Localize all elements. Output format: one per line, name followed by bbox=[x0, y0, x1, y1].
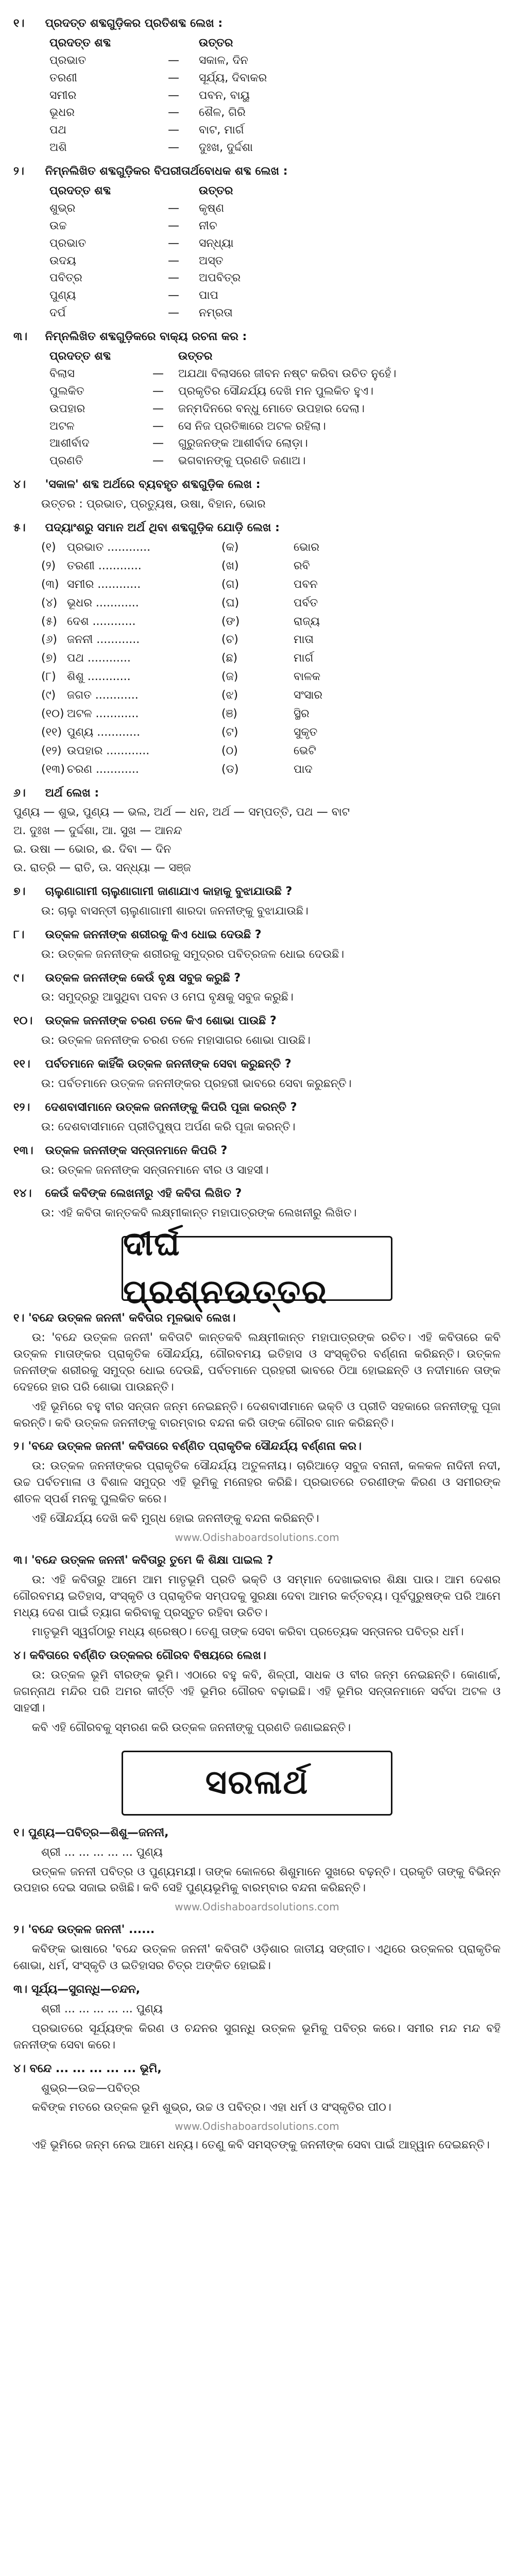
paragraph: କବି ଏହି ଗୌରବକୁ ସ୍ମରଣ କରି ଉତ୍କଳ ଜନନୀଙ୍କୁ ପ୍ରଣତି ଜଣାଇଛନ୍ତି। bbox=[32, 1721, 351, 1734]
table-cell: ଅଟଳ bbox=[49, 419, 75, 433]
paragraph: କବିଙ୍କ ମତରେ ଉତ୍କଳ ଭୂମି ଶୁଭ୍ର, ଉଚ୍ଚ ଓ ପବିତ୍ର। ଏହା ଧର୍ମ ଓ ସଂସ୍କୃତିର ପୀଠ। bbox=[32, 2101, 391, 2114]
question-13 bbox=[13, 1143, 501, 1159]
table-cell: ପବନ, ବାୟୁ bbox=[199, 89, 250, 102]
table-header: ପ୍ରଦତ୍ତ ଶବ୍ଦ bbox=[49, 350, 111, 363]
table-cell: ଉଚ୍ଚ bbox=[49, 219, 67, 232]
table-cell: ଗୁରୁଜନଙ୍କ ଆଶୀର୍ବାଦ ଲୋଡ଼ା। bbox=[178, 437, 308, 450]
verse-heading: ୨। 'ବନ୍ଦେ ଉତ୍କଳ ଜନନୀ' ...... bbox=[13, 1923, 155, 1937]
question-2 bbox=[13, 163, 501, 180]
question-text: ଚାଲୁଣାଗାମୀ ଚାଲୁଣାଗାମୀ ଜାଣାଯାଏ କାହାକୁ ବୁଝାଯାଉଛି ? bbox=[45, 885, 293, 898]
table-cell: ଜଗତ ............ bbox=[67, 689, 139, 702]
table-cell: ପ୍ରଭାତ ............ bbox=[67, 540, 151, 554]
table-cell: — bbox=[168, 254, 179, 267]
answer-text: ଉ: ଉତ୍କଳ ଜନନୀଙ୍କ ଚରଣ ତଳେ ମହାସାଗର ଶୋଭା ପାଉଛି। bbox=[41, 1034, 311, 1047]
table-cell: ସ୍ଥିର bbox=[294, 707, 310, 720]
table-cell: — bbox=[152, 367, 164, 380]
table-cell: — bbox=[168, 141, 179, 155]
section-banner-long-answers: ଦୀର୍ଘ ପ୍ରଶ୍ନଉତ୍ତର bbox=[122, 1236, 392, 1301]
table-cell: (୭) bbox=[41, 652, 57, 665]
paragraph: ଉତ୍କଳ ଜନନୀ ପବିତ୍ର ଓ ପୁଣ୍ୟମୟୀ। ତାଙ୍କ କୋଳରେ ଶିଶୁମାନେ ସୁଖରେ ବଢ଼ନ୍ତି। ପ୍ରକୃତି ତାଙ୍କୁ ବିଭିନ୍ନ ଉପହାର ଦେଇ ସଜାଇ ରଖିଛି। କବି ସେହି ପୁଣ୍ୟଭୂମିକୁ ବାରମ୍ବାର ବନ୍ଦନା କରିଛନ୍ତି। bbox=[13, 1865, 501, 1895]
answer-text: ଉ: ସମୁଦ୍ରରୁ ଆସୁଥିବା ପବନ ଓ ମେଘ ବୃକ୍ଷକୁ ସବୁଜ କରୁଛି। bbox=[41, 991, 294, 1004]
long-question: ୪। କବିତାରେ ବର୍ଣ୍ଣିତ ଉତ୍କଳର ଗୌରବ ବିଷୟରେ ଲେଖ। bbox=[13, 1649, 266, 1663]
question-number: ୧୪। bbox=[13, 1187, 32, 1200]
section-banner-saralartha: ସରଳାର୍ଥ bbox=[122, 1751, 392, 1816]
table-cell: (୧୧) bbox=[41, 725, 62, 739]
table-header: ଉତ୍ତର bbox=[199, 184, 233, 198]
paragraph: ଏହି ଭୂମିରେ ବହୁ ବୀର ସନ୍ତାନ ଜନ୍ମ ନେଇଛନ୍ତି। ଦେଶବାସୀମାନେ ଭକ୍ତି ଓ ପ୍ରୀତି ସହକାରେ ଜନନୀଙ୍କୁ ପୂଜା କରନ୍ତି। କବି ଉତ୍କଳ ଜନନୀଙ୍କୁ ବାରମ୍ବାର ବନ୍ଦନା କରି ତାଙ୍କ ଗୌରବ ଗାନ କରିଛନ୍ତି। bbox=[13, 1400, 501, 1430]
question-text: ଦେଶବାସୀମାନେ ଉତ୍କଳ ଜନନୀଙ୍କୁ କିପରି ପୂଜା କରନ୍ତି ? bbox=[45, 1100, 297, 1114]
question-number: ୬। bbox=[13, 786, 26, 800]
answer-text: ଉ: ଉତ୍କଳ ଜନନୀଙ୍କ ଶରୀରକୁ ସମୁଦ୍ରର ପବିତ୍ରଜଳ ଧୋଇ ଦେଉଛି। bbox=[41, 947, 345, 961]
table-cell: ପବନ bbox=[294, 578, 318, 591]
table-cell: (ଟ) bbox=[221, 725, 238, 739]
paragraph: ମାତୃଭୂମି ସ୍ୱର୍ଗଠାରୁ ମଧ୍ୟ ଶ୍ରେଷ୍ଠ। ତେଣୁ ତାଙ୍କ ସେବା କରିବା ପ୍ରତ୍ୟେକ ସନ୍ତାନର ପବିତ୍ର ଧର୍ମ। bbox=[32, 1625, 464, 1639]
table-cell: — bbox=[152, 419, 164, 433]
match-table bbox=[41, 539, 501, 778]
table-cell: ସୁକୃତ bbox=[294, 725, 318, 739]
answer-text: ଉ: ଦେଶବାସୀମାନେ ପ୍ରୀତିପୁଷ୍ପ ଅର୍ପଣ କରି ପୂଜା କରନ୍ତି। bbox=[41, 1120, 296, 1133]
table-cell: ପଥ ............ bbox=[67, 652, 131, 665]
meaning-line: ପୁଣ୍ୟ — ଶୁଭ, ପୁଣ୍ୟ — ଭଲ, ଅର୍ଥ — ଧନ, ଅର୍ଥ — ସମ୍ପତ୍ତି, ପଥ — ବାଟ bbox=[13, 806, 350, 819]
verse-line: ଶ୍ରୀ ... ... ... ... ... ପୁଣ୍ୟ bbox=[41, 1845, 163, 1859]
table-cell: (ଞ) bbox=[221, 707, 237, 720]
table-cell: ପାଦ bbox=[294, 762, 313, 776]
table-cell: ସମୀର bbox=[49, 89, 77, 102]
table-header: ପ୍ରଦତ୍ତ ଶବ୍ଦ bbox=[49, 184, 111, 198]
table-cell: — bbox=[168, 289, 179, 302]
antonym-table bbox=[49, 183, 501, 321]
table-cell: — bbox=[168, 236, 179, 250]
question-number: ୧୩। bbox=[13, 1144, 33, 1157]
long-question: ୧। 'ବନ୍ଦେ ଉତ୍କଳ ଜନନୀ' କବିତାର ମୂଳଭାବ ଲେଖ। bbox=[13, 1312, 236, 1325]
question-6 bbox=[13, 785, 501, 802]
table-cell: (୩) bbox=[41, 578, 59, 591]
verse-heading: ୧। ପୁଣ୍ୟ—ପବିତ୍ର—ଶିଶୁ—ଜନନୀ, bbox=[13, 1826, 169, 1839]
question-number: ୮। bbox=[13, 928, 25, 941]
table-cell: ତରଣୀ ............ bbox=[67, 559, 142, 572]
table-cell: ପୁଣ୍ୟ bbox=[49, 289, 76, 302]
table-cell: (୧୨) bbox=[41, 744, 62, 757]
table-cell: ଦର୍ପ bbox=[49, 307, 66, 320]
table-cell: — bbox=[152, 384, 164, 398]
table-cell: କୃଷ୍ଣ bbox=[199, 201, 225, 215]
table-cell: (୬) bbox=[41, 633, 57, 647]
table-cell: ସୂର୍ଯ୍ୟ, ଦିବାକର bbox=[199, 71, 267, 84]
question-text: ପଦ୍ୟାଂଶରୁ ସମାନ ଅର୍ଥ ଥିବା ଶବ୍ଦଗୁଡ଼ିକ ଯୋଡ଼ି ଲେଖ : bbox=[45, 521, 280, 535]
table-cell: ବାଟ, ମାର୍ଗ bbox=[199, 124, 244, 137]
table-cell: — bbox=[168, 89, 179, 102]
table-cell: ପୁଲକିତ bbox=[49, 384, 84, 398]
question-number: ୪। bbox=[13, 478, 26, 492]
question-7 bbox=[13, 884, 501, 900]
sentence-table bbox=[49, 348, 501, 469]
table-cell: ଅପବିତ୍ର bbox=[199, 272, 241, 285]
table-cell: (୫) bbox=[41, 615, 57, 628]
table-cell: ଉଦୟ bbox=[49, 254, 76, 267]
question-11 bbox=[13, 1056, 501, 1073]
question-text: ପ୍ରଦତ୍ତ ଶବ୍ଦଗୁଡ଼ିକର ପ୍ରତିଶବ୍ଦ ଲେଖ : bbox=[45, 17, 223, 30]
table-cell: ପ୍ରକୃତିର ସୌନ୍ଦର୍ଯ୍ୟ ଦେଖି ମନ ପୁଲକିତ ହୁଏ। bbox=[178, 384, 373, 398]
table-cell: (ଙ) bbox=[221, 615, 240, 628]
table-cell: ଅଟଳ ............ bbox=[67, 707, 139, 720]
table-cell: — bbox=[168, 201, 179, 215]
table-cell: ଉପହାର bbox=[49, 402, 85, 415]
question-12 bbox=[13, 1099, 501, 1116]
table-cell: (୧୩) bbox=[41, 762, 65, 776]
answer-text: ଉ: ଏହି କବିତା କାନ୍ତକବି ଲକ୍ଷ୍ମୀକାନ୍ତ ମହାପାତ୍ରଙ୍କ ଲେଖନୀରୁ ଲିଖିତ। bbox=[41, 1207, 357, 1220]
table-cell: ଦେଶ ............ bbox=[67, 615, 136, 628]
table-cell: ନୀଚ bbox=[199, 219, 217, 232]
verse-line: ଶୁଭ୍ର—ଉଚ୍ଚ—ପବିତ୍ର bbox=[41, 2081, 140, 2095]
table-cell: ସେ ନିଜ ପ୍ରତିଜ୍ଞାରେ ଅଟଳ ରହିଲା। bbox=[178, 419, 326, 433]
table-cell: ମାତା bbox=[294, 633, 314, 647]
table-cell: (ଚ) bbox=[221, 633, 238, 647]
question-1 bbox=[13, 15, 501, 32]
question-text: ପର୍ବତମାନେ କାହିଁକି ଉତ୍କଳ ଜନନୀଙ୍କ ସେବା କରୁଛନ୍ତି ? bbox=[45, 1058, 292, 1071]
table-header: ଉତ୍ତର bbox=[178, 350, 213, 363]
table-cell: ତରଣୀ bbox=[49, 71, 77, 84]
question-text: ଅର୍ଥ ଲେଖ : bbox=[45, 786, 99, 800]
long-question: ୨। 'ବନ୍ଦେ ଉତ୍କଳ ଜନନୀ' କବିତାରେ ବର୍ଣ୍ଣିତ ପ୍ରାକୃତିକ ସୌନ୍ଦର୍ଯ୍ୟ ବର୍ଣ୍ଣନା କର। bbox=[13, 1440, 362, 1453]
watermark-text: www.Odishaboardsolutions.com bbox=[175, 1901, 339, 1913]
question-number: ୨। bbox=[13, 165, 24, 178]
paragraph: ଉ: ଉତ୍କଳ ଜନନୀଙ୍କର ପ୍ରାକୃତିକ ସୌନ୍ଦର୍ଯ୍ୟ ଅତୁଳନୀୟ। ଚାରିଆଡ଼େ ସବୁଜ ବନାନୀ, କଳକଳ ନାଦିନୀ ନଦୀ, ଉଚ୍ଚ ପର୍ବତମାଳା ଓ ବିଶାଳ ସମୁଦ୍ର ଏହି ଭୂମିକୁ ମନୋହର କରିଛି। ପ୍ରଭାତରେ ତରଣୀଙ୍କ କିରଣ ଓ ସମୀରଙ୍କ ଶୀତଳ ସ୍ପର୍ଶ ମନକୁ ପୁଲକିତ କରେ। bbox=[13, 1460, 501, 1506]
question-text: ନିମ୍ନଲିଖିତ ଶବ୍ଦଗୁଡ଼ିକରେ ବାକ୍ୟ ରଚନା କର : bbox=[45, 330, 247, 344]
table-cell: ପବିତ୍ର bbox=[49, 272, 82, 285]
table-cell: ଭୂଧର bbox=[49, 106, 75, 120]
paragraph: ଉ: 'ବନ୍ଦେ ଉତ୍କଳ ଜନନୀ' କବିତାଟି କାନ୍ତକବି ଲକ୍ଷ୍ମୀକାନ୍ତ ମହାପାତ୍ରଙ୍କ ରଚିତ। ଏହି କବିତାରେ କବି ଉତ୍କଳ ମାତାଙ୍କର ପ୍ରାକୃତିକ ସୌନ୍ଦର୍ଯ୍ୟ, ଗୌରବମୟ ଇତିହାସ ଓ ସଂସ୍କୃତିର ବର୍ଣ୍ଣନା କରିଛନ୍ତି। ଉତ୍କଳ ଜନନୀଙ୍କ ଶରୀରକୁ ସମୁଦ୍ର ଧୋଇ ଦେଉଛି, ପର୍ବତମାନେ ପ୍ରହରୀ ଭାବରେ ଠିଆ ହୋଇଛନ୍ତି ଓ ନଦୀମାନେ ତାଙ୍କ ଦେହରେ ହାର ପରି ଶୋଭା ପାଉଛନ୍ତି। bbox=[13, 1331, 501, 1394]
question-text: 'ସକାଳ' ଶବ୍ଦ ଅର୍ଥରେ ବ୍ୟବହୃତ ଶବ୍ଦଗୁଡ଼ିକ ଲେଖ : bbox=[45, 478, 261, 492]
table-cell: (ଖ) bbox=[221, 559, 239, 572]
long-question: ୩। 'ବନ୍ଦେ ଉତ୍କଳ ଜନନୀ' କବିତାରୁ ତୁମେ କି ଶିକ୍ଷା ପାଇଲ ? bbox=[13, 1553, 273, 1567]
question-number: ୭। bbox=[13, 885, 26, 898]
question-number: ୧୦। bbox=[13, 1014, 33, 1028]
table-cell: ରବି bbox=[294, 559, 310, 572]
table-cell: ଶୈଳ, ଗିରି bbox=[199, 106, 246, 120]
question-10 bbox=[13, 1013, 501, 1029]
table-cell: ଉପହାର ............ bbox=[67, 744, 150, 757]
table-cell: ସମୀର ............ bbox=[67, 578, 141, 591]
table-cell: ନମ୍ରତା bbox=[199, 307, 233, 320]
table-cell: ଆଶୀର୍ବାଦ bbox=[49, 437, 90, 450]
table-cell: ପର୍ବତ bbox=[294, 596, 318, 609]
table-cell: ସଂସାର bbox=[294, 689, 323, 702]
question-5 bbox=[13, 520, 501, 536]
table-cell: — bbox=[168, 307, 179, 320]
verse-heading: ୩। ସୂର୍ଯ୍ୟ—ସୁଗନ୍ଧି—ଚନ୍ଦନ, bbox=[13, 1983, 141, 1996]
table-cell: (ଠ) bbox=[221, 744, 238, 757]
table-cell: (୧୦) bbox=[41, 707, 64, 720]
table-cell: ଅଯଥା ବିଲାସରେ ଜୀବନ ନଷ୍ଟ କରିବା ଉଚିତ ନୁହେଁ। bbox=[178, 367, 397, 380]
question-number: ୯। bbox=[13, 971, 24, 985]
question-14 bbox=[13, 1185, 501, 1202]
table-cell: ସନ୍ଧ୍ୟା bbox=[199, 236, 234, 250]
answer-text: ଉ: ପର୍ବତମାନେ ଉତ୍କଳ ଜନନୀଙ୍କର ପ୍ରହରୀ ଭାବରେ ସେବା କରୁଛନ୍ତି। bbox=[41, 1077, 352, 1090]
paragraph: କବିଙ୍କ ଭାଷାରେ 'ବନ୍ଦେ ଉତ୍କଳ ଜନନୀ' କବିତାଟି ଓଡ଼ିଶାର ଜାତୀୟ ସଙ୍ଗୀତ। ଏଥିରେ ଉତ୍କଳର ପ୍ରାକୃତିକ ଶୋଭା, ଧର୍ମ, ସଂସ୍କୃତି ଓ ଇତିହାସର ଚିତ୍ର ଅଙ୍କିତ ହୋଇଛି। bbox=[13, 1943, 501, 1973]
paragraph: ଉ: ଏହି କବିତାରୁ ଆମେ ଆମ ମାତୃଭୂମି ପ୍ରତି ଭକ୍ତି ଓ ସମ୍ମାନ ଦେଖାଇବାର ଶିକ୍ଷା ପାଉ। ଆମ ଦେଶର ଗୌରବମୟ ଇତିହାସ, ସଂସ୍କୃତି ଓ ପ୍ରାକୃତିକ ସମ୍ପଦକୁ ସୁରକ୍ଷା ଦେବା ଆମର କର୍ତ୍ତବ୍ୟ। ପୂର୍ବପୁରୁଷଙ୍କ ପରି ଆମେ ମଧ୍ୟ ଦେଶ ପାଇଁ ତ୍ୟାଗ କରିବାକୁ ପ୍ରସ୍ତୁତ ରହିବା ଉଚିତ। bbox=[13, 1573, 501, 1619]
table-cell: — bbox=[168, 106, 179, 120]
table-cell: ଭଗବାନଙ୍କୁ ପ୍ରଣତି ଜଣାଅ। bbox=[178, 454, 306, 468]
synonym-table bbox=[49, 35, 501, 156]
table-cell: — bbox=[168, 272, 179, 285]
table-cell: ଭେଟି bbox=[294, 744, 316, 757]
answer-text: ଉତ୍ତର : ପ୍ରଭାତ, ପ୍ରତ୍ୟୁଷ, ଉଷା, ବିହାନ, ଭୋର bbox=[41, 498, 266, 511]
meaning-line: ଉ. ରାତ୍ରି — ରାତି, ଊ. ସନ୍ଧ୍ୟା — ସଞ୍ଜ bbox=[13, 861, 191, 875]
table-cell: — bbox=[168, 124, 179, 137]
table-header: ପ୍ରଦତ୍ତ ଶବ୍ଦ bbox=[49, 36, 111, 49]
table-cell: ବାଳକ bbox=[294, 670, 321, 684]
table-cell: ଶୁଭ୍ର bbox=[49, 201, 76, 215]
table-cell: ଚରଣ ............ bbox=[67, 762, 139, 776]
table-cell: ବିଲାସ bbox=[49, 367, 75, 380]
meaning-line: ଇ. ଉଷା — ଭୋର, ଈ. ଦିବା — ଦିନ bbox=[13, 843, 172, 856]
table-cell: — bbox=[152, 454, 164, 468]
paragraph: ପ୍ରଭାତରେ ସୂର୍ଯ୍ୟଙ୍କ କିରଣ ଓ ଚନ୍ଦନର ସୁଗନ୍ଧି ଉତ୍କଳ ଭୂମିକୁ ପବିତ୍ର କରେ। ସମୀର ମନ୍ଦ ମନ୍ଦ ବହି ଜନନୀଙ୍କ ସେବା କରେ। bbox=[13, 2022, 501, 2052]
meaning-line: ଅ. ଦୁଃଖ — ଦୁର୍ଦ୍ଦଶା, ଆ. ସୁଖ — ଆନନ୍ଦ bbox=[13, 824, 182, 838]
table-cell: ମାର୍ଗ bbox=[294, 652, 314, 665]
table-cell: ଜନନୀ ............ bbox=[67, 633, 140, 647]
table-cell: ପୁଣ୍ୟ ............ bbox=[67, 725, 141, 739]
question-9 bbox=[13, 970, 501, 987]
paragraph: ଏହି ସୌନ୍ଦର୍ଯ୍ୟ ଦେଖି କବି ମୁଗ୍ଧ ହୋଇ ଜନନୀଙ୍କୁ ବନ୍ଦନା କରିଛନ୍ତି। bbox=[32, 1512, 319, 1526]
question-3 bbox=[13, 329, 501, 345]
question-number: ୧୧। bbox=[13, 1058, 30, 1071]
paragraph: ଉ: ଉତ୍କଳ ଭୂମି ବୀରଙ୍କ ଭୂମି। ଏଠାରେ ବହୁ କବି, ଶିଳ୍ପୀ, ସାଧକ ଓ ବୀର ଜନ୍ମ ନେଇଛନ୍ତି। କୋଣାର୍କ, ଜଗନ୍ନାଥ ମନ୍ଦିର ପରି ଅମର କୀର୍ତ୍ତି ଏହି ଭୂମିର ଗୌରବ ବଢ଼ାଇଛି। ଏହି ଭୂମିର ସନ୍ତାନମାନେ ସର୍ବଦା ଅଟଳ ଓ ସାହସୀ। bbox=[13, 1669, 501, 1715]
question-text: କେଉଁ କବିଙ୍କ ଲେଖନୀରୁ ଏହି କବିତା ଲିଖିତ ? bbox=[45, 1187, 242, 1200]
table-cell: (୨) bbox=[41, 559, 56, 572]
watermark-text: www.Odishaboardsolutions.com bbox=[175, 2120, 339, 2133]
question-text: ନିମ୍ନଲିଖିତ ଶବ୍ଦଗୁଡ଼ିକର ବିପରୀତାର୍ଥବୋଧକ ଶବ୍ଦ ଲେଖ : bbox=[45, 165, 288, 178]
answer-text: ଉ: ଉତ୍କଳ ଜନନୀଙ୍କ ସନ୍ତାନମାନେ ବୀର ଓ ସାହସୀ। bbox=[41, 1163, 269, 1177]
table-cell: — bbox=[152, 437, 164, 450]
table-cell: (ଝ) bbox=[221, 689, 238, 702]
table-cell: ଅସ୍ତ bbox=[199, 254, 224, 267]
question-number: ୩। bbox=[13, 330, 28, 344]
question-4 bbox=[13, 477, 501, 493]
question-text: ଉତ୍କଳ ଜନନୀଙ୍କ ସନ୍ତାନମାନେ କିପରି ? bbox=[45, 1144, 228, 1157]
table-cell: ଭୋର bbox=[294, 540, 320, 554]
watermark-text: www.Odishaboardsolutions.com bbox=[175, 1531, 339, 1544]
table-cell: ଶିଶୁ ............ bbox=[67, 670, 131, 684]
table-cell: ପ୍ରଭାତ bbox=[49, 54, 87, 67]
table-cell: — bbox=[168, 219, 179, 232]
question-number: ୫। bbox=[13, 521, 26, 535]
table-cell: (୯) bbox=[41, 689, 56, 702]
table-cell: (ଘ) bbox=[221, 596, 239, 609]
table-cell: — bbox=[168, 71, 179, 84]
question-text: ଉତ୍କଳ ଜନନୀଙ୍କ କେଉଁ ବୃକ୍ଷ ସବୁଜ କରୁଛି ? bbox=[45, 971, 241, 985]
question-number: ୧୨। bbox=[13, 1100, 30, 1114]
table-cell: ଭୂଧର ............ bbox=[67, 596, 139, 609]
table-header: ଉତ୍ତର bbox=[199, 36, 233, 49]
table-cell: (୮) bbox=[41, 670, 56, 684]
table-cell: (୧) bbox=[41, 540, 56, 554]
table-cell: (ଛ) bbox=[221, 652, 238, 665]
table-cell: ପ୍ରଣତି bbox=[49, 454, 83, 468]
question-number: ୧। bbox=[13, 17, 25, 30]
table-cell: (କ) bbox=[221, 540, 239, 554]
question-text: ଉତ୍କଳ ଜନନୀଙ୍କ ଶରୀରକୁ କିଏ ଧୋଇ ଦେଉଛି ? bbox=[45, 928, 262, 941]
verse-heading: ୪। ବନ୍ଦେ ... ... ... ... ... ଭୂମି, bbox=[13, 2062, 162, 2075]
table-cell: ପ୍ରଭାତ bbox=[49, 236, 87, 250]
table-cell: ରାଜ୍ୟ bbox=[294, 615, 320, 628]
table-cell: — bbox=[168, 54, 179, 67]
table-cell: ଜନ୍ମଦିନରେ ବନ୍ଧୁ ମୋତେ ଉପହାର ଦେଲା। bbox=[178, 402, 365, 415]
table-cell: (ଗ) bbox=[221, 578, 239, 591]
table-cell: (୪) bbox=[41, 596, 58, 609]
table-cell: ସକାଳ, ଦିନ bbox=[199, 54, 248, 67]
question-text: ଉତ୍କଳ ଜନନୀଙ୍କ ଚରଣ ତଳେ କିଏ ଶୋଭା ପାଉଛି ? bbox=[45, 1014, 277, 1028]
table-cell: (ଡ) bbox=[221, 762, 239, 776]
table-cell: ଅଶି bbox=[49, 141, 67, 155]
paragraph: ଏହି ଭୂମିରେ ଜନ୍ମ ନେଇ ଆମେ ଧନ୍ୟ। ତେଣୁ କବି ସମସ୍ତଙ୍କୁ ଜନନୀଙ୍କ ସେବା ପାଇଁ ଆହ୍ୱାନ ଦେଇଛନ୍ତି। bbox=[32, 2139, 490, 2152]
table-cell: — bbox=[152, 402, 164, 415]
verse-line: ଶ୍ରୀ ... ... ... ... ... ପୁଣ୍ୟ bbox=[41, 2002, 163, 2015]
table-cell: ଦୁଃଖ, ଦୁର୍ଦ୍ଦଶା bbox=[199, 141, 253, 155]
question-8 bbox=[13, 927, 501, 943]
table-cell: ପାପ bbox=[199, 289, 218, 302]
answer-text: ଉ: ଚାଲୁ ବାସନ୍ତୀ ଚାଲୁଣାଗାମୀ ଶାରଦା ଜନନୀଙ୍କୁ ବୁଝାଯାଉଛି। bbox=[41, 904, 309, 918]
table-cell: ପଥ bbox=[49, 124, 66, 137]
table-cell: (ଜ) bbox=[221, 670, 238, 684]
